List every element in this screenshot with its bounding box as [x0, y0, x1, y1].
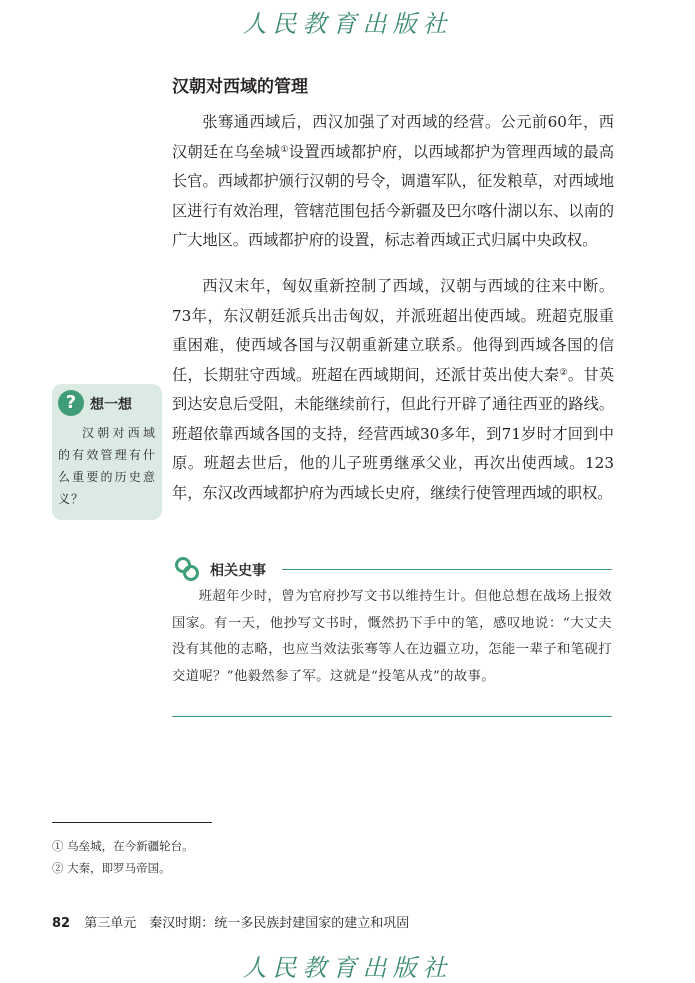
publisher-logo-bottom: 人民教育出版社: [242, 954, 453, 982]
paragraph-2: [172, 272, 614, 508]
footnote-2: ② 大秦，即罗马帝国。: [52, 861, 171, 875]
paragraph-1-part-b: 设置西域都护府，以西域都护为管理西域的最高长官。西域都护颁行汉朝的号令，调遣军队，征发粮草，对西域地区进行有效治理，管辖范围包括今新疆及巴尔喀什湖以东、以南的广大地区。西域都护府的设置，标志着西域正式归属中央政权。: [172, 142, 615, 249]
think-question: 汉朝对西域的有效管理有什么重要的历史意义？: [58, 426, 156, 506]
footnote-divider: [52, 822, 212, 823]
paragraph-1-part-a: 张骞通西域后，西汉加强了对西域的经营。公元前60年，西汉朝廷在乌垒城: [172, 113, 614, 161]
footnote-ref-1[interactable]: ①: [280, 144, 289, 155]
think-title: 想一想: [90, 397, 132, 413]
footnote-ref-2[interactable]: ②: [559, 367, 568, 378]
related-history-header: [172, 554, 612, 584]
footnote-1: ① 乌垒城，在今新疆轮台。: [52, 839, 194, 853]
think-box: [52, 384, 162, 520]
related-history-icon: [174, 556, 200, 582]
section-title: 汉朝对西域的管理: [172, 77, 308, 97]
publisher-logo-top: 人民教育出版社: [242, 10, 453, 38]
question-icon: ?: [58, 390, 84, 416]
paragraph-2-part-b: 。甘英到达安息后受阻，未能继续前行，但此行开辟了通往西亚的路线。班超依靠西域各国的支持，经营西域30多年，到71岁时才回到中原。班超去世后，他的儿子班勇继承父业，再次出使西域。123年，东汉改西域都护府为西域长史府，继续行使管理西域的职权。: [172, 365, 615, 502]
related-history-bottom-divider: [172, 716, 612, 717]
page-number: 82: [52, 916, 71, 931]
paragraph-2-part-a: 西汉末年，匈奴重新控制了西域，汉朝与西域的往来中断。73年，东汉朝廷派兵出击匈奴，并派班超出使西域。班超克服重重困难，使西域各国与汉朝重新建立联系。他得到西域各国的信任，长期驻守西域。班超在西域期间，还派甘英出使大秦: [172, 277, 614, 384]
page-footer: [52, 912, 409, 931]
paragraph-1: [172, 108, 614, 256]
related-history-title: 相关史事: [210, 563, 266, 579]
unit-title: 第三单元 秦汉时期：统一多民族封建国家的建立和巩固: [84, 916, 410, 931]
related-history-divider: [282, 569, 612, 570]
related-history-text: 班超年少时，曾为官府抄写文书以维持生计。但他总想在战场上报效国家。有一天，他抄写文书时，慨然扔下手中的笔，感叹地说：“大丈夫没有其他的志略，也应当效法张骞等人在边疆立功，怎能一辈子和笔砚打交道呢？”他毅然参了军。这就是“投笔从戎”的故事。: [172, 589, 612, 684]
